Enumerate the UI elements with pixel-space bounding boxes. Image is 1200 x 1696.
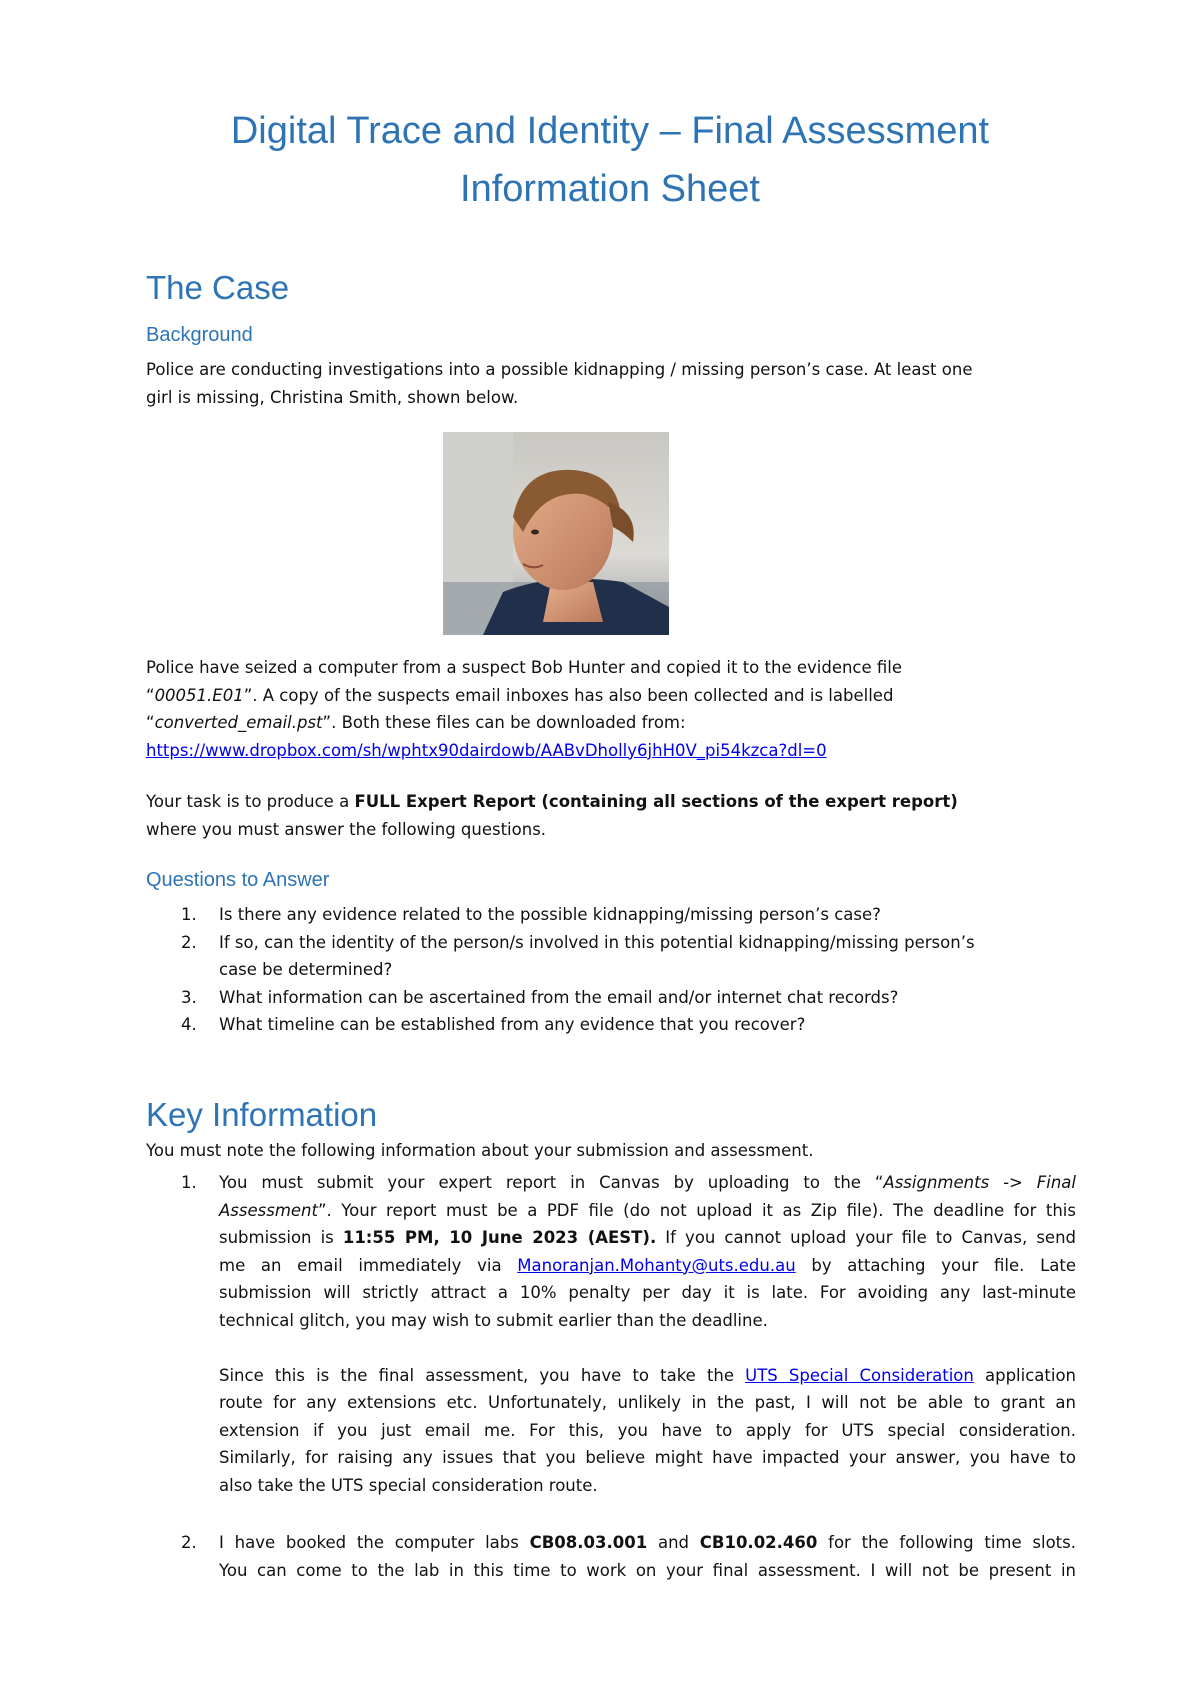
task-paragraph: Your task is to produce a FULL Expert Report (containing all sections of the expert report) where you must answer the following questions.	[146, 792, 958, 839]
instructor-email-link[interactable]: Manoranjan.Mohanty@uts.edu.au	[517, 1255, 796, 1275]
heading-the-case: The Case	[146, 269, 290, 306]
key-info-intro: You must note the following information about your submission and assessment.	[146, 1141, 814, 1160]
questions-list	[146, 901, 1076, 1039]
seized-evidence-paragraph: Police have seized a computer from a suspect Bob Hunter and copied it to the evidence file “00051.E01”. A copy of the suspects email inboxes has also been collected and is labelled “converted_email.pst”. Both these files can be downloaded from: https://www.dropbox.com/sh/wphtx90dairdowb/AABvDholly6jhH0V_pi54kzca?dl=0	[146, 658, 903, 760]
dropbox-download-link[interactable]: https://www.dropbox.com/sh/wphtx90dairdowb/AABvDholly6jhH0V_pi54kzca?dl=0	[146, 740, 827, 760]
missing-person-photo	[443, 432, 669, 635]
heading-key-information: Key Information	[146, 1096, 378, 1133]
heading-background: Background	[146, 324, 253, 346]
list-item: 1. You must submit your expert report in Canvas by uploading to the “Assignments -> Final Assessment”. Your report must be a PDF file (do not upload it as Zip file). The deadline for this submission is 11:55 PM, 10 June 2023 (AEST). If you cannot upload your file to Canvas, send me an email immediately via Manoranjan.Mohanty@uts.edu.au by attaching your file. Late submission will strictly attract a 10% penalty per day it is late. For avoiding any last-minute technical glitch, you may wish to submit earlier than the deadline. Since this is the final assessment, you have to take the UTS Special Consideration application route for any extensions etc. Unfortunately, unlikely in the past, I will not be able to grant an extension if you just email me. For this, you have to apply for UTS special consideration. Similarly, for raising any issues that you believe might have impacted your answer, you have to also take the UTS special consideration route.	[181, 1173, 1077, 1495]
list-item: 1. Is there any evidence related to the possible kidnapping/missing person’s case?	[181, 905, 881, 924]
evidence-file-name: 00051.E01	[154, 685, 244, 705]
list-item: 2. I have booked the computer labs CB08.03.001 and CB10.02.460 for the following time slots. You can come to the lab in this time to work on your final assessment. I will not be present in	[181, 1533, 1076, 1580]
intro-paragraph: Police are conducting investigations into a possible kidnapping / missing person’s case. At least one girl is missing, Christina Smith, shown below.	[146, 360, 973, 407]
list-item: 2. If so, can the identity of the person/s involved in this potential kidnapping/missing person’s case be determined?	[181, 932, 975, 979]
document-title: Digital Trace and Identity – Final Assessment Information Sheet	[230, 110, 990, 210]
email-file-name: converted_email.pst	[154, 713, 323, 732]
special-consideration-link[interactable]: UTS Special Consideration	[745, 1365, 974, 1385]
heading-questions: Questions to Answer	[146, 869, 330, 891]
list-item: 4. What timeline can be established from any evidence that you recover?	[181, 1015, 806, 1034]
key-info-list	[146, 1169, 1076, 1584]
list-item: 3. What information can be ascertained from the email and/or internet chat records?	[181, 987, 899, 1007]
